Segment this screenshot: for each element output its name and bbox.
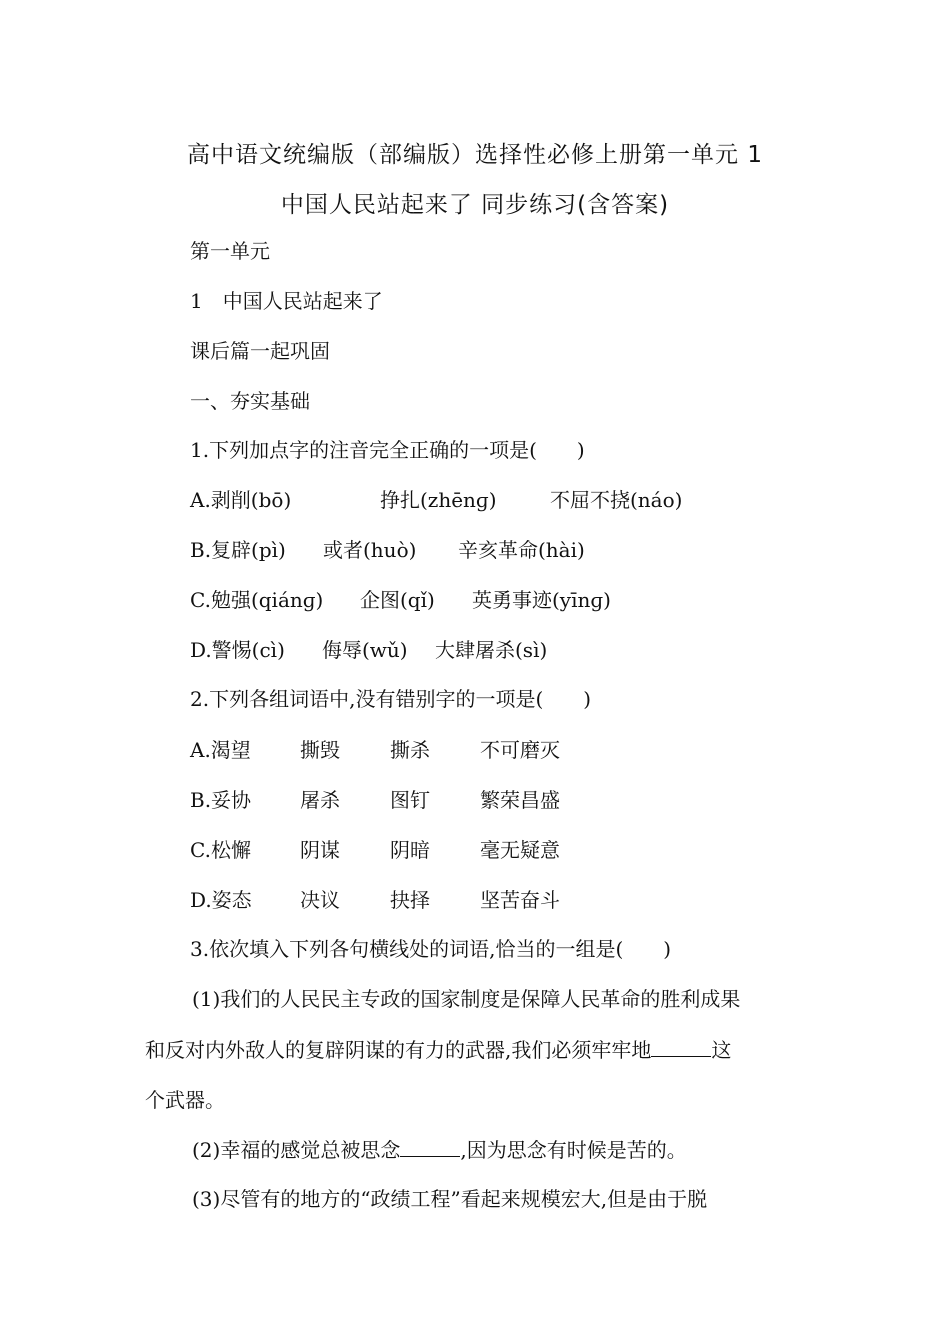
part-heading: 一、夯实基础 bbox=[190, 389, 310, 413]
q3-sentence-1-line-3: 个武器。 bbox=[145, 1088, 225, 1112]
q2-stem: 2.下列各组词语中,没有错别字的一项是( ) bbox=[190, 687, 592, 711]
q1-c-item: C.勉强(qiánɡ) bbox=[190, 588, 324, 612]
q2-option-b bbox=[190, 787, 750, 813]
q2-b-item: 屠杀 bbox=[300, 788, 340, 812]
q1-c-item: 企图(qǐ) bbox=[360, 588, 435, 612]
q3-s1-text-b: 这 bbox=[711, 1038, 732, 1062]
q2-c-item: C.松懈 bbox=[190, 838, 251, 862]
q2-a-item: A.渴望 bbox=[190, 738, 251, 762]
q2-d-item: D.姿态 bbox=[190, 888, 252, 912]
q1-b-item: B.复辟(pì) bbox=[190, 538, 286, 562]
q3-sentence-3: (3)尽管有的地方的“政绩工程”看起来规模宏大,但是由于脱 bbox=[192, 1187, 708, 1211]
unit-heading: 第一单元 bbox=[190, 239, 270, 263]
q1-b-item: 辛亥革命(hài) bbox=[458, 538, 585, 562]
q3-s1-text-a: 和反对内外敌人的复辟阴谋的有力的武器,我们必须牢牢地 bbox=[145, 1038, 652, 1062]
q3-stem: 3.依次填入下列各句横线处的词语,恰当的一组是( ) bbox=[190, 937, 672, 961]
fill-blank bbox=[651, 1056, 711, 1057]
title-line-2: 中国人民站起来了 同步练习(含答案) bbox=[280, 192, 670, 218]
q2-d-item: 决议 bbox=[300, 888, 340, 912]
section-heading: 课后篇一起巩固 bbox=[190, 339, 330, 363]
q2-c-item: 毫无疑意 bbox=[480, 838, 560, 862]
q2-c-item: 阴谋 bbox=[300, 838, 340, 862]
q1-a-item: 挣扎(zhēnɡ) bbox=[380, 488, 497, 512]
q2-c-item: 阴暗 bbox=[390, 838, 430, 862]
q1-option-b bbox=[190, 537, 750, 563]
q3-s2-text-a: (2)幸福的感觉总被思念 bbox=[192, 1138, 401, 1162]
q1-a-item: A.剥削(bō) bbox=[190, 488, 292, 512]
q2-a-item: 不可磨灭 bbox=[480, 738, 560, 762]
lesson-heading: 1 中国人民站起来了 bbox=[190, 289, 383, 313]
q2-option-c bbox=[190, 837, 750, 863]
q1-c-item: 英勇事迹(yīnɡ) bbox=[472, 588, 611, 612]
q2-a-item: 撕杀 bbox=[390, 738, 430, 762]
q2-a-item: 撕毁 bbox=[300, 738, 340, 762]
q2-option-d bbox=[190, 887, 750, 913]
q3-sentence-1-line-2 bbox=[145, 1037, 731, 1063]
title-line-1: 高中语文统编版（部编版）选择性必修上册第一单元 1 bbox=[187, 142, 763, 168]
q2-b-item: B.妥协 bbox=[190, 788, 252, 812]
q3-sentence-2 bbox=[192, 1137, 687, 1163]
q1-option-d bbox=[190, 637, 750, 663]
q2-b-item: 繁荣昌盛 bbox=[480, 788, 560, 812]
q2-option-a bbox=[190, 737, 750, 763]
q1-a-item: 不屈不挠(náo) bbox=[550, 488, 683, 512]
q3-sentence-1-line-1: (1)我们的人民民主专政的国家制度是保障人民革命的胜利成果 bbox=[192, 987, 741, 1011]
q2-b-item: 图钉 bbox=[390, 788, 430, 812]
q3-s2-text-b: ,因为思念有时候是苦的。 bbox=[460, 1138, 687, 1162]
q1-d-item: D.警惕(cì) bbox=[190, 638, 285, 662]
q2-d-item: 坚苦奋斗 bbox=[480, 888, 560, 912]
q1-b-item: 或者(huò) bbox=[323, 538, 417, 562]
q1-d-item: 侮辱(wǔ) bbox=[322, 638, 408, 662]
q1-d-item: 大肆屠杀(sì) bbox=[435, 638, 548, 662]
q1-option-a bbox=[190, 487, 750, 513]
fill-blank bbox=[400, 1156, 460, 1157]
q2-d-item: 抉择 bbox=[390, 888, 430, 912]
q1-option-c bbox=[190, 587, 750, 613]
q1-stem: 1.下列加点字的注音完全正确的一项是( ) bbox=[190, 438, 585, 462]
